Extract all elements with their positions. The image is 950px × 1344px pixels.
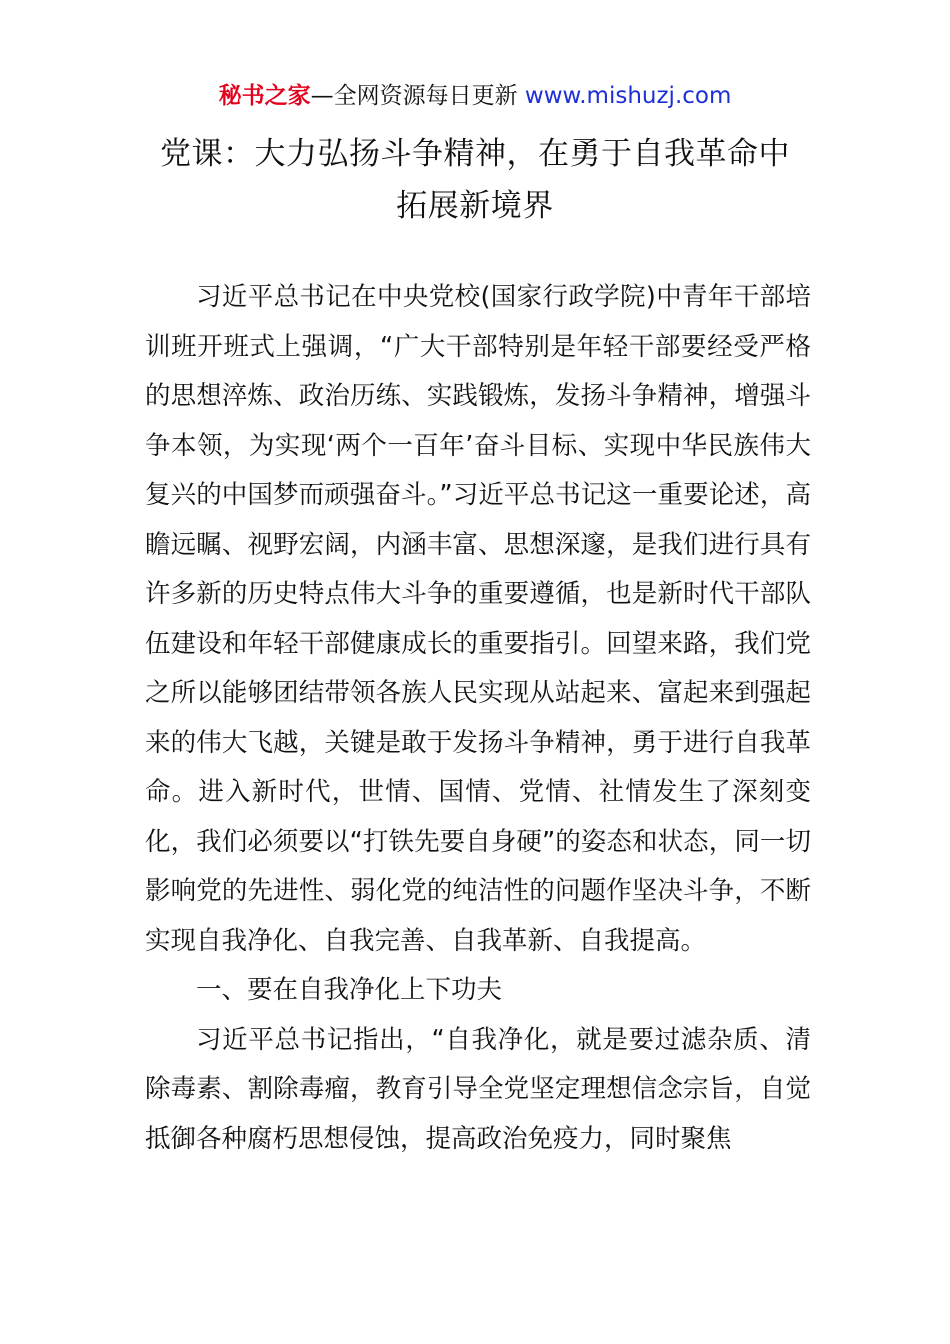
- brand-name: 秘书之家: [218, 83, 311, 109]
- title-line-1: 党课：大力弘扬斗争精神，在勇于自我革命中: [160, 136, 790, 172]
- paragraph-section-1: 习近平总书记指出，“自我净化，就是要过滤杂质、清除毒素、割除毒瘤，教育引导全党坚定理想信念宗旨，自觉抵御各种腐朽思想侵蚀，提高政治免疫力，同时聚焦: [145, 1024, 811, 1154]
- site-url-link[interactable]: www.mishuzj.com: [524, 83, 732, 109]
- section-heading-1: 一、要在自我净化上下功夫: [196, 975, 503, 1005]
- site-header: [0, 80, 950, 112]
- header-tagline: —全网资源每日更新: [310, 83, 518, 109]
- paragraph-intro: 习近平总书记在中央党校(国家行政学院)中青年干部培训班开班式上强调，“广大干部特别是年轻干部要经受严格的思想淬炼、政治历练、实践锻炼，发扬斗争精神，增强斗争本领，为实现‘两个一百年’奋斗目标、实现中华民族伟大复兴的中国梦而顽强奋斗。”习近平总书记这一重要论述，高瞻远瞩、视野宏阔，内涵丰富、思想深邃，是我们进行具有许多新的历史特点伟大斗争的重要遵循，也是新时代干部队伍建设和年轻干部健康成长的重要指引。回望来路，我们党之所以能够团结带领各族人民实现从站起来、富起来到强起来的伟大飞越，关键是敢于发扬斗争精神，勇于进行自我革命。进入新时代，世情、国情、党情、社情发生了深刻变化，我们必须要以“打铁先要自身硬”的姿态和状态，同一切影响党的先进性、弱化党的纯洁性的问题作坚决斗争，不断实现自我净化、自我完善、自我革新、自我提高。: [145, 282, 811, 956]
- document-body: [145, 273, 811, 1164]
- title-line-2: 拓展新境界: [396, 188, 554, 224]
- document-title: [60, 128, 890, 232]
